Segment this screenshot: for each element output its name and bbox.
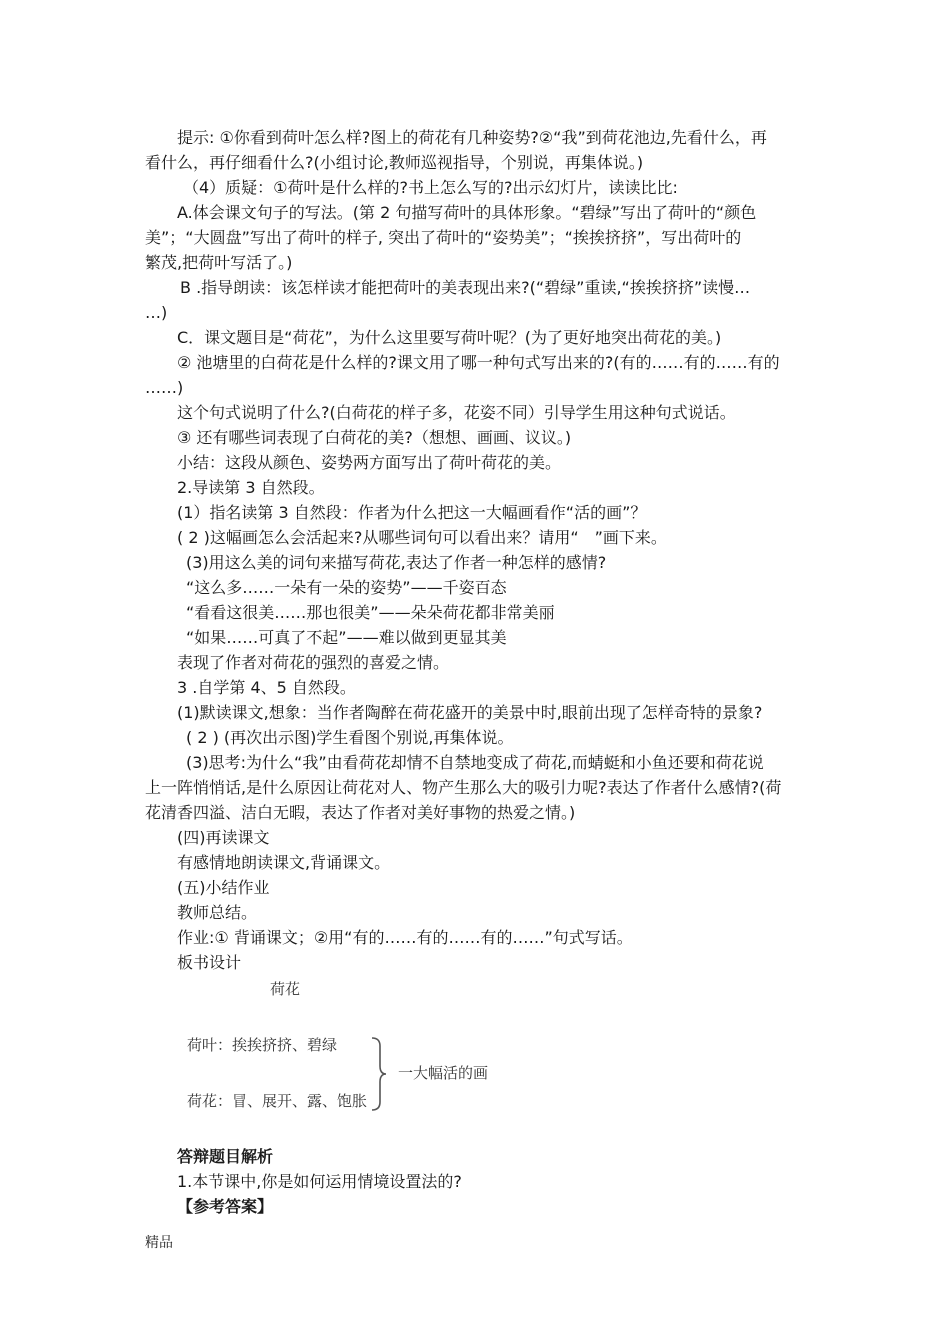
board-row-flower: 荷花：冒、展开、露、饱胀 xyxy=(187,1092,368,1110)
line-22: 表现了作者对荷花的强烈的喜爱之情。 xyxy=(177,653,450,672)
board-title: 荷花 xyxy=(270,980,301,998)
line-21: “如果……可真了不起”——难以做到更显其美 xyxy=(186,628,507,647)
line-20: “看看这很美……那也很美”——朵朵荷花都非常美丽 xyxy=(186,603,555,622)
line-24: (1)默读课文,想象：当作者陶醉在荷花盛开的美景中时,眼前出现了怎样奇特的景象? xyxy=(177,703,763,722)
curly-brace-icon xyxy=(368,1036,388,1112)
line-15: 2.导读第 3 自然段。 xyxy=(177,478,325,497)
board-summary: 一大幅活的画 xyxy=(398,1064,489,1082)
line-28: 花清香四溢、洁白无暇，表达了作者对美好事物的热爱之情。) xyxy=(145,803,576,822)
line-5: 美”；“大圆盘”写出了荷叶的样子, 突出了荷叶的“姿势美”；“挨挨挤挤”，写出荷叶的 xyxy=(145,228,742,247)
line-1: 提示: ①你看到荷叶怎么样?图上的荷花有几种姿势?②“我”到荷花池边,先看什么，再 xyxy=(177,128,767,147)
line-4: A.体会课文句子的写法。(第 2 句描写荷叶的具体形象。“碧绿”写出了荷叶的“颜色 xyxy=(177,203,757,222)
line-14: 小结：这段从颜色、姿势两方面写出了荷叶荷花的美。 xyxy=(177,453,562,472)
line-32: 教师总结。 xyxy=(177,903,258,922)
line-26: (3)思考:为什么“我”由看荷花却情不自禁地变成了荷花,而蜻蜓和小鱼还要和荷花说 xyxy=(186,753,764,772)
line-19: “这么多……一朵有一朵的姿势”——千姿百态 xyxy=(186,578,507,597)
line-30: 有感情地朗读课文,背诵课文。 xyxy=(177,853,391,872)
qa-question: 1.本节课中,你是如何运用情境设置法的? xyxy=(177,1172,462,1191)
board-row-leaf: 荷叶：挨挨挤挤、碧绿 xyxy=(187,1036,338,1054)
line-3: （4）质疑：①荷叶是什么样的?书上怎么写的?出示幻灯片，读读比比: xyxy=(183,178,678,197)
qa-answer-label: 【参考答案】 xyxy=(177,1197,274,1216)
line-29: (四)再读课文 xyxy=(177,828,270,847)
line-33: 作业:① 背诵课文；②用“有的……有的……有的……”句式写话。 xyxy=(177,928,633,947)
line-9: C．课文题目是“荷花”，为什么这里要写荷叶呢？(为了更好地突出荷花的美。) xyxy=(177,328,722,347)
line-17: ( 2 )这幅画怎么会活起来?从哪些词句可以看出来？请用“ ”画下来。 xyxy=(177,528,667,547)
qa-heading: 答辩题目解析 xyxy=(177,1147,274,1166)
line-34: 板书设计 xyxy=(177,953,242,972)
line-31: (五)小结作业 xyxy=(177,878,270,897)
line-13: ③ 还有哪些词表现了白荷花的美?（想想、画画、议议。) xyxy=(177,428,572,447)
line-2: 看什么，再仔细看什么?(小组讨论,教师巡视指导，个别说，再集体说。) xyxy=(145,153,644,172)
line-6: 繁茂,把荷叶写活了。) xyxy=(145,253,293,272)
line-27: 上一阵悄悄话,是什么原因让荷花对人、物产生那么大的吸引力呢?表达了作者什么感情?(荷 xyxy=(145,778,782,797)
line-25: ( 2 ) (再次出示图)学生看图个别说,再集体说。 xyxy=(186,728,514,747)
footer-label: 精品 xyxy=(145,1235,173,1251)
line-12: 这个句式说明了什么?(白荷花的样子多，花姿不同）引导学生用这种句式说话。 xyxy=(177,403,736,422)
line-11: ……) xyxy=(145,378,184,397)
line-16: (1）指名读第 3 自然段：作者为什么把这一大幅画看作“活的画”？ xyxy=(177,503,647,522)
line-18: (3)用这么美的词句来描写荷花,表达了作者一种怎样的感情? xyxy=(186,553,607,572)
line-23: 3 .自学第 4、5 自然段。 xyxy=(177,678,356,697)
line-8: …) xyxy=(145,303,168,322)
line-7: B .指导朗读：该怎样读才能把荷叶的美表现出来?(“碧绿”重读,“挨挨挤挤”读慢… xyxy=(180,278,751,297)
line-10: ② 池塘里的白荷花是什么样的?课文用了哪一种句式写出来的?(有的……有的……有的 xyxy=(177,353,780,372)
